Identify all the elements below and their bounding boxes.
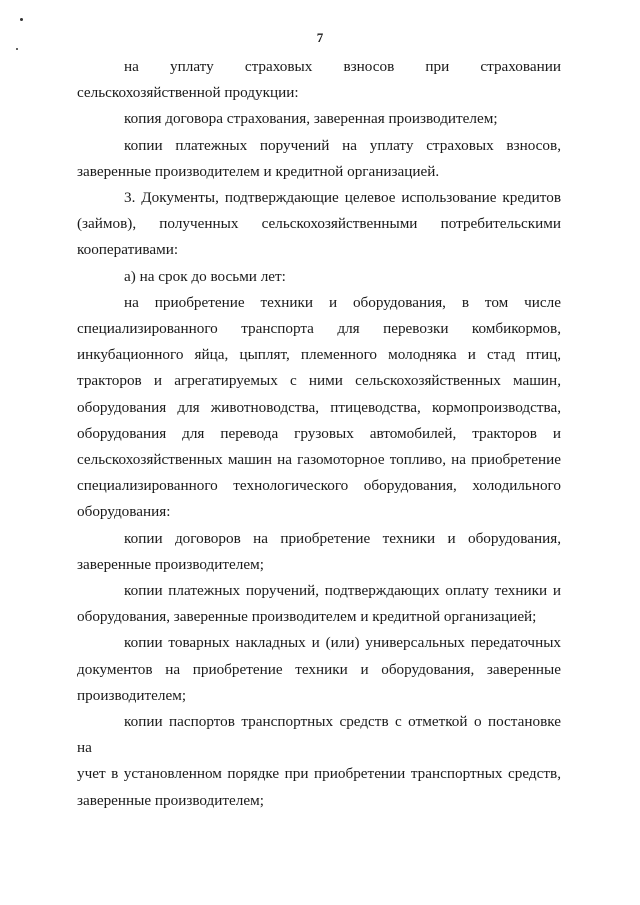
text-line: специализированного транспорта для перевозки комбикормов, [77, 320, 561, 338]
text-line: производителем; [77, 686, 187, 704]
page-number: 7 [316, 30, 324, 45]
document-body [77, 54, 561, 814]
text-line: копии платежных поручений, подтверждающих оплату техники и [124, 582, 561, 600]
text-line: копии платежных поручений на уплату страховых взносов, [124, 136, 561, 154]
text-line: копии паспортов транспортных средств с отметкой о постановке на [77, 713, 561, 757]
text-line: заверенные производителем; [77, 791, 264, 809]
text-line: копия договора страхования, заверенная производителем; [124, 110, 498, 128]
paragraph [77, 578, 561, 630]
scan-speck [16, 48, 18, 50]
text-line: сельскохозяйственных машин на газомоторное топливо, на приобретение [77, 451, 561, 469]
text-line: 3. Документы, подтверждающие целевое использование кредитов [124, 189, 561, 207]
paragraph [77, 264, 561, 290]
text-line: кооперативами: [77, 241, 179, 259]
text-line: заверенные производителем и кредитной организацией. [77, 162, 440, 180]
text-line: сельскохозяйственной продукции: [77, 84, 299, 102]
text-line: оборудования для животноводства, птицеводства, кормопроизводства, [77, 398, 561, 416]
text-line: инкубационного яйца, цыплят, племенного молодняка и стад птиц, [77, 346, 561, 364]
text-line: копии товарных накладных и (или) универсальных передаточных [124, 634, 561, 652]
paragraph [77, 630, 561, 709]
paragraph [77, 54, 561, 106]
text-line: оборудования, заверенные производителем и кредитной организацией; [77, 608, 537, 626]
text-line: а) на срок до восьми лет: [124, 267, 286, 285]
text-line: документов на приобретение техники и оборудования, заверенные [77, 660, 561, 678]
text-line: на приобретение техники и оборудования, в том числе [124, 293, 561, 311]
text-line: копии договоров на приобретение техники и оборудования, [124, 529, 561, 547]
text-line: оборудования для перевода грузовых автомобилей, тракторов и [77, 424, 561, 442]
text-line: учет в установленном порядке при приобретении транспортных средств, [77, 765, 561, 783]
paragraph [77, 526, 561, 578]
scan-speck [20, 18, 23, 21]
text-line: на уплату страховых взносов при страховании [124, 58, 561, 75]
text-line: (займов), полученных сельскохозяйственными потребительскими [77, 215, 561, 233]
text-line: оборудования: [77, 503, 171, 521]
paragraph [77, 185, 561, 264]
paragraph [77, 133, 561, 185]
text-line: тракторов и агрегатируемых с ними сельскохозяйственных машин, [77, 372, 561, 390]
text-line: специализированного технологического оборудования, холодильного [77, 477, 561, 495]
paragraph [77, 709, 561, 814]
paragraph [77, 290, 561, 526]
paragraph [77, 106, 561, 132]
text-line: заверенные производителем; [77, 555, 264, 573]
